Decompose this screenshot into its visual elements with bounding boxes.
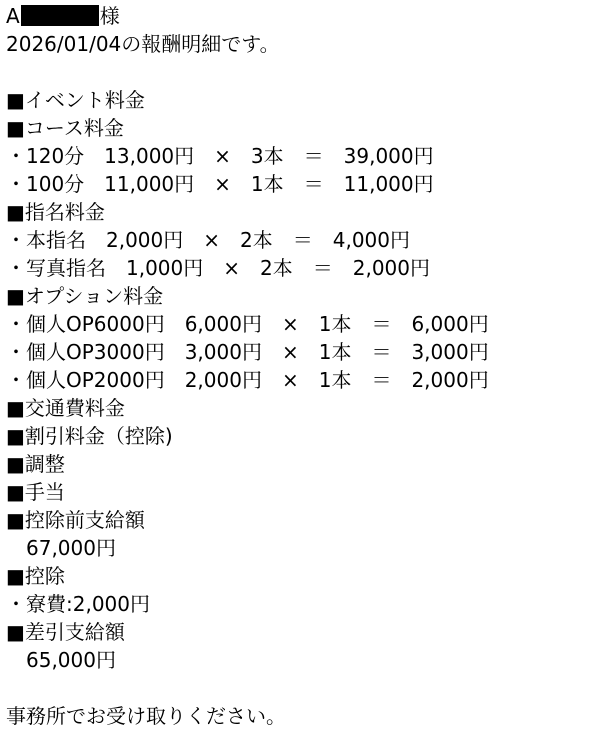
nomination-fee-heading: ■指名料金 bbox=[6, 200, 105, 224]
course-item: ・120分 13,000円 × 3本 ＝ 39,000円 bbox=[6, 144, 434, 168]
deduction-heading: ■控除 bbox=[6, 564, 65, 588]
discount-fee-heading: ■割引料金（控除) bbox=[6, 424, 173, 448]
transport-fee-heading: ■交通費料金 bbox=[6, 396, 125, 420]
honorific: 様 bbox=[99, 4, 120, 28]
redacted-name-block bbox=[21, 5, 99, 26]
nomination-item: ・写真指名 1,000円 × 2本 ＝ 2,000円 bbox=[6, 256, 430, 280]
recipient-initial: A bbox=[6, 4, 20, 28]
course-fee-heading: ■コース料金 bbox=[6, 116, 124, 140]
blank-line bbox=[6, 674, 606, 702]
course-item: ・100分 11,000円 × 1本 ＝ 11,000円 bbox=[6, 172, 434, 196]
gross-pay-amount: 67,000円 bbox=[6, 536, 116, 560]
allowance-heading: ■手当 bbox=[6, 480, 65, 504]
event-fee-heading: ■イベント料金 bbox=[6, 88, 145, 112]
closing-line: 事務所でお受け取りください。 bbox=[6, 704, 286, 728]
statement-date-line: 2026/01/04の報酬明細です。 bbox=[6, 32, 280, 56]
option-item: ・個人OP6000円 6,000円 × 1本 ＝ 6,000円 bbox=[6, 312, 489, 336]
greeting-line bbox=[6, 2, 606, 30]
gross-pay-heading: ■控除前支給額 bbox=[6, 508, 145, 532]
option-item: ・個人OP3000円 3,000円 × 1本 ＝ 3,000円 bbox=[6, 340, 489, 364]
option-fee-heading: ■オプション料金 bbox=[6, 284, 164, 308]
option-item: ・個人OP2000円 2,000円 × 1本 ＝ 2,000円 bbox=[6, 368, 489, 392]
nomination-item: ・本指名 2,000円 × 2本 ＝ 4,000円 bbox=[6, 228, 410, 252]
deduction-item: ・寮費:2,000円 bbox=[6, 592, 150, 616]
net-pay-heading: ■差引支給額 bbox=[6, 620, 125, 644]
net-pay-amount: 65,000円 bbox=[6, 648, 116, 672]
blank-line bbox=[6, 58, 606, 86]
adjustment-heading: ■調整 bbox=[6, 452, 65, 476]
